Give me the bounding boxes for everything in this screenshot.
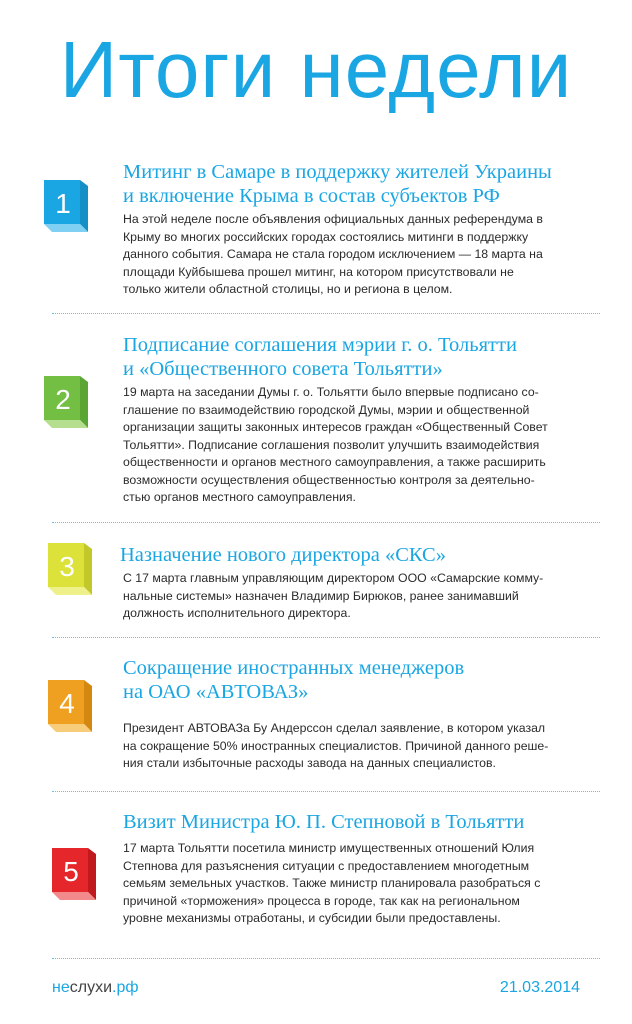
headline-5: Визит Министра Ю. П. Степновой в Тольятти xyxy=(123,811,525,833)
number-cube-1 xyxy=(40,180,90,238)
footer-site-link[interactable] xyxy=(52,978,139,998)
site-name-part1: не xyxy=(52,979,70,996)
divider xyxy=(52,791,600,792)
headline-4: Сокращение иностранных менеджеров на ОАО «АВТОВАЗ» xyxy=(123,657,465,703)
headline-3: Назначение нового директора «СКС» xyxy=(120,544,446,566)
number-cube-5 xyxy=(48,848,98,906)
divider xyxy=(52,958,600,959)
headline-2: Подписание соглашения мэрии г. о. Тольятти и «Общественного совета Тольятти» xyxy=(123,334,517,380)
number-cube-4 xyxy=(44,680,94,738)
body-text-1: На этой неделе после объявления официальных данных референдума в Крыму во многих российских городах состоялись митинги в поддержку данного события. Самара не стала городом исключением — 18 марта на площади Куйбышева прошел митинг, на котором присутствовали не только жители областной столицы, но и региона в целом. xyxy=(123,212,543,296)
body-text-4: Президент АВТОВАЗа Бу Андерссон сделал заявление, в котором указал на сокращение 50% иностранных специалистов. Причиной данного реше- ния стали избыточные расходы завода на данных специалистов. xyxy=(123,721,549,770)
cube-number-1: 1 xyxy=(55,188,71,219)
cube-number-2: 2 xyxy=(55,384,71,415)
cube-number-4: 4 xyxy=(59,688,75,719)
site-name-part2: слухи xyxy=(69,979,113,996)
divider xyxy=(52,637,600,638)
number-cube-2 xyxy=(40,376,90,434)
footer-date: 21.03.2014 xyxy=(499,979,580,996)
number-cube-3 xyxy=(44,543,94,601)
headline-1: Митинг в Самаре в поддержку жителей Украины и включение Крыма в состав субъектов РФ xyxy=(123,161,552,207)
cube-number-3: 3 xyxy=(59,551,75,582)
divider xyxy=(52,522,600,523)
divider xyxy=(52,313,600,314)
site-name-part3: .рф xyxy=(112,979,139,996)
body-text-3: С 17 марта главным управляющим директором ООО «Самарские комму- нальные системы» назначен Владимир Бирюков, ранее занимавший должность исполнительного директора. xyxy=(123,571,544,620)
page-title: Итоги недели xyxy=(59,25,573,114)
cube-number-5: 5 xyxy=(63,856,79,887)
body-text-2: 19 марта на заседании Думы г. о. Тольятти было впервые подписано со- глашение по взаимодействию городской Думы, мэрии и общественной организации защиты законных интересов граждан «Общественный Совет Тольятти». Подписание соглашения позволит улучшить взаимодействия общественности и органов местного самоуправления, а также расширить возможности осуществления общественностью контроля за деятельно- стью органов местного самоуправления. xyxy=(123,385,548,504)
body-text-5: 17 марта Тольятти посетила министр имущественных отношений Юлия Степнова для разъяснения ситуации с предоставлением многодетным семьям земельных участков. Также министр планировала разобраться с причиной «торможения» процесса в городе, так как на региональном уровне механизмы отработаны, и субсидии были предоставлены. xyxy=(123,841,541,925)
